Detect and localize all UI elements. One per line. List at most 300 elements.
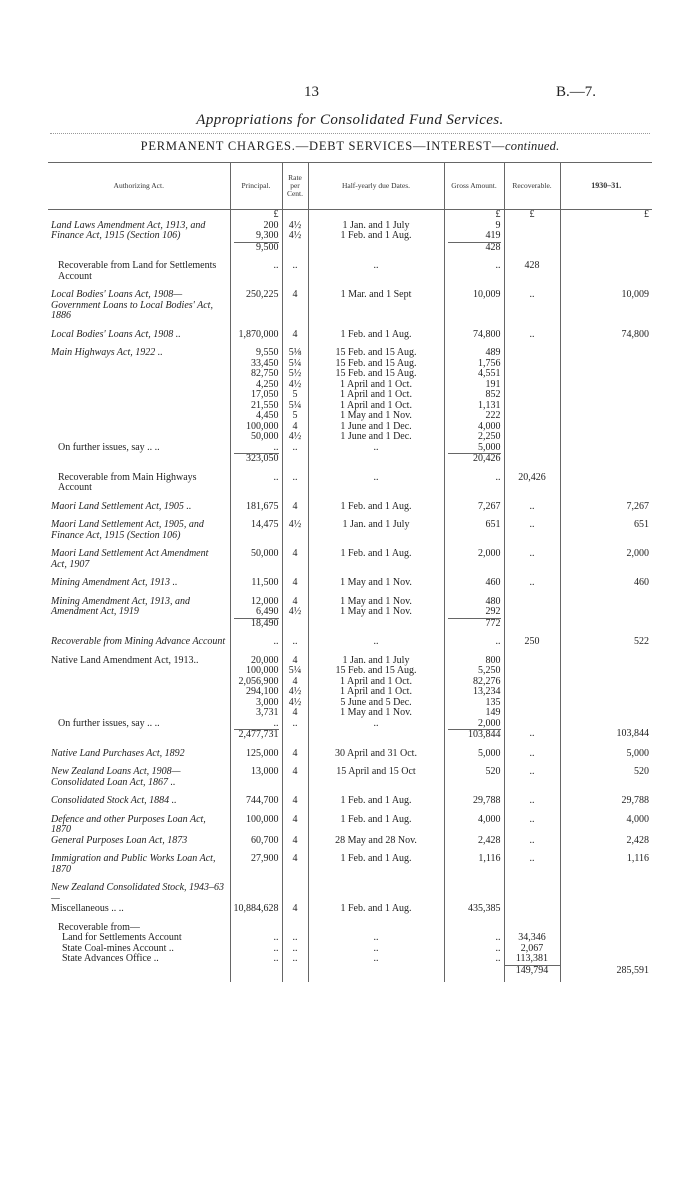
- cell-act: State Advances Office ..: [62, 953, 159, 964]
- cell-act: Recoverable from Main Highways Account: [58, 471, 197, 493]
- cell-rate-line: 5½: [288, 368, 302, 379]
- cell-gross: [444, 933, 504, 944]
- col-header-rate: Rate per Cent.: [282, 163, 308, 210]
- table-row: [48, 330, 652, 341]
- cell-gross-line: 480: [485, 595, 501, 607]
- currency-principal: £: [230, 210, 282, 221]
- cell-principal-line: ..: [273, 953, 279, 964]
- cell-recoverable: ..: [504, 815, 560, 836]
- cell-rate: [282, 854, 308, 875]
- cell-gross: [444, 618, 504, 630]
- cell-year: 29,788: [560, 796, 652, 807]
- cell-dates-line: 1 April and 1 Oct.: [340, 675, 412, 687]
- col-header-year: 1930–31.: [560, 163, 652, 210]
- cell-dates: [308, 656, 444, 719]
- cell-principal: [230, 597, 282, 618]
- cell-rate-line: 4: [292, 328, 298, 340]
- cell-dates: [308, 767, 444, 788]
- cell-principal: [230, 854, 282, 875]
- cell-gross: [444, 261, 504, 282]
- cell-act: Native Land Purchases Act, 1892: [51, 747, 185, 759]
- cell-year: 103,844: [560, 729, 652, 741]
- cell-principal: [230, 637, 282, 648]
- cell-dates-line: 1 April and 1 Oct.: [340, 378, 412, 390]
- cell-rate-line: 5: [292, 410, 298, 421]
- cell-dates-line: 1 June and 1 Dec.: [340, 431, 412, 442]
- cell-dates: [308, 883, 444, 904]
- cell-dates: [308, 729, 444, 741]
- cell-dates: [308, 290, 444, 322]
- cell-dates-line: 15 Feb. and 15 Aug.: [335, 347, 417, 358]
- col-header-act: Authorizing Act.: [48, 163, 230, 210]
- cell-gross-line: 149: [485, 707, 501, 718]
- table-row: [48, 502, 652, 513]
- cell-act: Local Bodies' Loans Act, 1908— Government Loans to Local Bodies' Act, 1886: [51, 289, 213, 321]
- cell-act: General Purposes Loan Act, 1873: [51, 834, 188, 846]
- cell-gross: [444, 656, 504, 719]
- cell-recoverable: 149,794: [504, 965, 560, 976]
- table-row: [48, 767, 652, 788]
- cell-gross: [444, 578, 504, 589]
- cell-recoverable: [504, 453, 560, 465]
- cell-rate-line: 4: [292, 675, 298, 687]
- cell-rate-line: 4: [292, 766, 298, 777]
- cell-principal: [230, 883, 282, 904]
- cell-year: [560, 443, 652, 454]
- cell-principal-line: 1,870,000: [238, 328, 279, 340]
- cell-gross-line: 292: [485, 606, 501, 617]
- cell-gross: [444, 473, 504, 494]
- cell-year: [560, 261, 652, 282]
- cell-principal-line: ..: [273, 441, 279, 453]
- cell-principal: [230, 729, 282, 741]
- cell-dates-line: 1 Feb. and 1 Aug.: [340, 903, 412, 914]
- cell-principal-line: 744,700: [246, 795, 279, 806]
- cell-year: [560, 904, 652, 915]
- cell-gross-line: 191: [485, 378, 501, 390]
- cell-dates-line: 1 Mar. and 1 Sept: [340, 289, 412, 300]
- cell-year: [560, 348, 652, 443]
- page-title: Appropriations for Consolidated Fund Services.: [196, 112, 504, 128]
- cell-rate: [282, 290, 308, 322]
- cell-act: Recoverable from Mining Advance Account: [51, 636, 226, 647]
- cell-act: Maori Land Settlement Act, 1905, and Finance Act, 1915 (Section 106): [51, 519, 204, 541]
- table-row: [48, 656, 652, 719]
- cell-gross-line: 9: [495, 219, 501, 231]
- cell-act: Land for Settlements Account: [62, 932, 182, 943]
- cell-year: [560, 954, 652, 965]
- cell-dates-line: 5 June and 5 Dec.: [340, 696, 412, 708]
- cell-gross: [444, 729, 504, 741]
- cell-gross: [444, 883, 504, 904]
- cell-dates: [308, 719, 444, 730]
- cell-act: [48, 242, 230, 254]
- cell-principal-line: 3,000: [256, 696, 279, 708]
- cell-recoverable: ..: [504, 796, 560, 807]
- table-row: [48, 904, 652, 915]
- cell-gross-subtotal: 103,844: [448, 729, 501, 741]
- table-row: [48, 933, 652, 944]
- cell-rate-line: 4: [292, 577, 298, 588]
- cell-principal-subtotal: 323,050: [234, 453, 279, 465]
- cell-act: Local Bodies' Loans Act, 1908 ..: [51, 328, 181, 340]
- cell-principal-line: 181,675: [246, 500, 279, 512]
- cell-recoverable: [504, 348, 560, 443]
- table-row: [48, 796, 652, 807]
- cell-rate-line: ..: [292, 636, 298, 647]
- cell-rate-line: 4: [292, 420, 298, 432]
- cell-principal-line: 100,000: [246, 665, 279, 676]
- cell-rate: [282, 348, 308, 443]
- cell-dates: [308, 242, 444, 254]
- cell-gross: [444, 767, 504, 788]
- cell-gross-line: ..: [495, 942, 501, 954]
- cell-gross: [444, 330, 504, 341]
- cell-gross: [444, 597, 504, 618]
- cell-gross: [444, 453, 504, 465]
- cell-gross-line: 222: [485, 410, 501, 421]
- cell-rate: [282, 443, 308, 454]
- cell-recoverable: ..: [504, 549, 560, 570]
- cell-dates: [308, 954, 444, 965]
- cell-gross-line: 1,756: [478, 357, 501, 369]
- cell-rate-line: 5⅛: [288, 347, 302, 358]
- cell-gross-subtotal: 20,426: [448, 453, 501, 465]
- cell-principal: [230, 330, 282, 341]
- cell-gross-line: 520: [485, 766, 501, 777]
- cell-gross: [444, 242, 504, 254]
- cell-dates: [308, 453, 444, 465]
- cell-rate-line: 4: [292, 500, 298, 512]
- cell-dates-line: ..: [373, 636, 379, 647]
- cell-dates-line: 1 April and 1 Oct.: [340, 399, 412, 411]
- cell-rate-line: 4½: [288, 219, 302, 231]
- cell-gross: [444, 520, 504, 541]
- cell-principal: [230, 618, 282, 630]
- cell-principal-line: ..: [273, 260, 279, 271]
- cell-dates-line: 28 May and 28 Nov.: [335, 834, 417, 846]
- cell-principal-line: 4,250: [256, 378, 279, 390]
- cell-principal: [230, 656, 282, 719]
- cell-recoverable: [504, 656, 560, 719]
- cell-principal-line: 4,450: [256, 410, 279, 421]
- cell-year: [560, 923, 652, 934]
- cell-dates: [308, 443, 444, 454]
- cell-gross-line: ..: [495, 471, 501, 483]
- cell-principal-line: 2,056,900: [238, 675, 279, 687]
- table-row: [48, 473, 652, 494]
- cell-principal: [230, 904, 282, 915]
- cell-principal: [230, 965, 282, 976]
- cell-principal: [230, 719, 282, 730]
- cell-rate-line: ..: [292, 717, 298, 729]
- cell-gross: [444, 719, 504, 730]
- col-header-dates: Half-yearly due Dates.: [308, 163, 444, 210]
- cell-principal: [230, 933, 282, 944]
- cell-year: [560, 453, 652, 465]
- cell-rate-line: 4½: [288, 431, 302, 442]
- cell-dates-line: 1 June and 1 Dec.: [340, 420, 412, 432]
- cell-gross-line: 651: [485, 519, 501, 530]
- subtitle-main: PERMANENT CHARGES.—DEBT SERVICES—INTEREST—: [140, 139, 506, 153]
- cell-principal: [230, 242, 282, 254]
- cell-gross: [444, 954, 504, 965]
- cell-act: On further issues, say .. ..: [58, 717, 160, 729]
- cell-recoverable: ..: [504, 578, 560, 589]
- table-row: [48, 348, 652, 443]
- cell-dates-line: 1 Feb. and 1 Aug.: [340, 795, 412, 806]
- cell-dates: [308, 618, 444, 630]
- cell-act: Native Land Amendment Act, 1913..: [51, 654, 199, 666]
- cell-principal: [230, 502, 282, 513]
- cell-rate-line: 4½: [288, 696, 302, 708]
- cell-year: 10,009: [560, 290, 652, 322]
- cell-rate: [282, 597, 308, 618]
- cell-recoverable: [504, 904, 560, 915]
- table-row: [48, 883, 652, 904]
- cell-principal: [230, 473, 282, 494]
- table-header-row: [48, 163, 652, 210]
- cell-recoverable: [504, 242, 560, 254]
- cell-recoverable: [504, 883, 560, 904]
- cell-principal-line: ..: [273, 942, 279, 954]
- cell-rate: [282, 549, 308, 570]
- cell-rate: [282, 904, 308, 915]
- cell-principal-line: 9,300: [256, 230, 279, 241]
- cell-dates: [308, 348, 444, 443]
- cell-rate-line: ..: [292, 260, 298, 271]
- table-row: [48, 221, 652, 242]
- cell-recoverable: ..: [504, 729, 560, 741]
- col-header-recoverable: Recoverable.: [504, 163, 560, 210]
- table-row: [48, 618, 652, 630]
- cell-dates: [308, 473, 444, 494]
- cell-rate-line: 4½: [288, 519, 302, 530]
- cell-rate: [282, 578, 308, 589]
- cell-principal-line: 9,550: [256, 347, 279, 358]
- cell-dates-line: 1 Jan. and 1 July: [342, 654, 410, 666]
- table-row: [48, 290, 652, 322]
- cell-principal-line: ..: [273, 717, 279, 729]
- cell-year: 460: [560, 578, 652, 589]
- cell-gross-subtotal: 772: [448, 618, 501, 630]
- cell-dates-line: ..: [373, 953, 379, 964]
- cell-principal-line: 100,000: [246, 813, 279, 825]
- cell-principal: [230, 796, 282, 807]
- cell-dates: [308, 221, 444, 242]
- cell-year: 285,591: [560, 965, 652, 976]
- cell-act: On further issues, say .. ..: [58, 441, 160, 453]
- cell-act: Miscellaneous .. ..: [51, 903, 124, 914]
- cell-rate-line: 5: [292, 389, 298, 400]
- cell-gross: [444, 221, 504, 242]
- cell-recoverable: 113,381: [504, 954, 560, 965]
- cell-dates-line: 15 Feb. and 15 Aug.: [335, 368, 417, 379]
- cell-rate-line: 4½: [288, 686, 302, 697]
- cell-dates-line: 1 May and 1 Nov.: [340, 410, 412, 421]
- cell-dates-line: 1 Feb. and 1 Aug.: [340, 328, 412, 340]
- cell-dates: [308, 815, 444, 836]
- cell-gross-line: 2,250: [478, 431, 501, 442]
- cell-recoverable: ..: [504, 502, 560, 513]
- cell-act: Mining Amendment Act, 1913 ..: [51, 577, 178, 588]
- cell-rate: [282, 637, 308, 648]
- cell-dates: [308, 502, 444, 513]
- cell-principal-line: 200: [263, 219, 279, 231]
- cell-dates: [308, 933, 444, 944]
- cell-rate: [282, 242, 308, 254]
- cell-recoverable: ..: [504, 330, 560, 341]
- cell-gross-line: 74,800: [473, 328, 501, 340]
- cell-rate: [282, 261, 308, 282]
- cell-act: [48, 453, 230, 465]
- cell-gross-line: 82,276: [473, 675, 501, 687]
- title-rule: [50, 133, 650, 134]
- cell-principal: [230, 290, 282, 322]
- cell-rate: [282, 796, 308, 807]
- cell-act: [48, 965, 230, 976]
- cell-year: [560, 656, 652, 719]
- cell-dates-line: 1 Feb. and 1 Aug.: [340, 500, 412, 512]
- cell-rate: [282, 330, 308, 341]
- cell-act: [48, 729, 230, 741]
- cell-principal-line: ..: [273, 932, 279, 943]
- cell-gross-line: 5,000: [478, 747, 501, 759]
- cell-dates-line: 1 Feb. and 1 Aug.: [340, 230, 412, 241]
- cell-recoverable: [504, 618, 560, 630]
- cell-year: 74,800: [560, 330, 652, 341]
- cell-principal: [230, 520, 282, 541]
- cell-gross-line: 800: [485, 654, 501, 666]
- table-row: [48, 242, 652, 254]
- cell-year: [560, 883, 652, 904]
- cell-rate: [282, 520, 308, 541]
- appropriations-table: [48, 162, 652, 982]
- cell-principal-line: 82,750: [251, 368, 279, 379]
- cell-dates-line: 1 Feb. and 1 Aug.: [340, 813, 412, 825]
- cell-year: 4,000: [560, 815, 652, 836]
- cell-rate-line: 5¼: [288, 665, 302, 676]
- cell-dates-line: ..: [373, 471, 379, 483]
- cell-dates: [308, 597, 444, 618]
- cell-gross-line: 5,000: [478, 441, 501, 453]
- cell-rate-line: 4: [292, 834, 298, 846]
- cell-rate-line: 4: [292, 853, 298, 864]
- cell-principal-subtotal: 9,500: [234, 242, 279, 254]
- cell-principal-line: 33,450: [251, 357, 279, 369]
- cell-year: [560, 221, 652, 242]
- cell-gross: [444, 944, 504, 955]
- table-row: [48, 261, 652, 282]
- cell-principal: [230, 749, 282, 760]
- table-row: [48, 637, 652, 648]
- cell-principal-line: 27,900: [251, 853, 279, 864]
- cell-dates-line: 1 Feb. and 1 Aug.: [340, 853, 412, 864]
- cell-rate-line: ..: [292, 953, 298, 964]
- cell-dates-line: 1 Jan. and 1 July: [342, 519, 410, 530]
- cell-year: [560, 473, 652, 494]
- table-end-spacer: [48, 976, 652, 982]
- cell-act: Mining Amendment Act, 1913, and Amendment Act, 1919: [51, 595, 191, 617]
- cell-rate: [282, 453, 308, 465]
- cell-gross-line: 2,000: [478, 548, 501, 559]
- cell-gross: [444, 904, 504, 915]
- cell-principal-line: 13,000: [251, 766, 279, 777]
- table-row: [48, 815, 652, 836]
- cell-rate: [282, 883, 308, 904]
- cell-act: Immigration and Public Works Loan Act, 1870: [51, 853, 216, 875]
- cell-year: 520: [560, 767, 652, 788]
- cell-rate: [282, 836, 308, 847]
- cell-gross-line: ..: [495, 636, 501, 647]
- cell-dates: [308, 637, 444, 648]
- cell-recoverable: ..: [504, 290, 560, 322]
- cell-principal: [230, 221, 282, 242]
- currency-recoverable: £: [504, 210, 560, 221]
- cell-recoverable: 428: [504, 261, 560, 282]
- cell-dates-line: 1 April and 1 Oct.: [340, 686, 412, 697]
- cell-rate: [282, 933, 308, 944]
- cell-gross-line: 435,385: [468, 903, 501, 914]
- cell-gross-line: 5,250: [478, 665, 501, 676]
- cell-gross-line: 4,000: [478, 420, 501, 432]
- currency-gross: £: [444, 210, 504, 221]
- cell-gross: [444, 637, 504, 648]
- cell-gross: [444, 348, 504, 443]
- cell-dates-line: 1 May and 1 Nov.: [340, 707, 412, 718]
- cell-gross-line: 4,000: [478, 813, 501, 825]
- cell-dates-line: 30 April and 31 Oct.: [335, 747, 417, 759]
- cell-act: Maori Land Settlement Act, 1905 ..: [51, 500, 192, 512]
- cell-principal-line: 60,700: [251, 834, 279, 846]
- cell-gross: [444, 854, 504, 875]
- cell-rate: [282, 618, 308, 630]
- table-row: [48, 729, 652, 741]
- cell-dates-line: 1 May and 1 Nov.: [340, 595, 412, 607]
- cell-recoverable: 34,346: [504, 933, 560, 944]
- cell-act: State Coal-mines Account ..: [62, 942, 174, 954]
- cell-rate-line: 4: [292, 289, 298, 300]
- cell-gross: [444, 749, 504, 760]
- cell-rate-line: ..: [292, 471, 298, 483]
- cell-year: 2,000: [560, 549, 652, 570]
- cell-dates-line: ..: [373, 260, 379, 271]
- cell-gross-line: ..: [495, 953, 501, 964]
- cell-principal: [230, 348, 282, 443]
- cell-dates: [308, 330, 444, 341]
- cell-recoverable: ..: [504, 520, 560, 541]
- table-row: [48, 453, 652, 465]
- cell-recoverable: [504, 221, 560, 242]
- cell-year: [560, 944, 652, 955]
- cell-principal: [230, 954, 282, 965]
- cell-rate-line: 4½: [288, 230, 302, 241]
- cell-dates-line: 15 April and 15 Oct: [336, 766, 416, 777]
- cell-act: Maori Land Settlement Act Amendment Act, 1907: [51, 548, 209, 570]
- cell-gross-line: 135: [485, 696, 501, 708]
- cell-gross: [444, 502, 504, 513]
- cell-dates-line: 1 April and 1 Oct.: [340, 389, 412, 400]
- cell-rate: [282, 749, 308, 760]
- cell-gross-line: 852: [485, 389, 501, 400]
- cell-rate-line: 4: [292, 903, 298, 914]
- cell-act: Consolidated Stock Act, 1884 ..: [51, 795, 177, 806]
- cell-rate-line: 4: [292, 795, 298, 806]
- cell-year: [560, 933, 652, 944]
- cell-gross-line: 460: [485, 577, 501, 588]
- cell-principal: [230, 836, 282, 847]
- cell-gross: [444, 796, 504, 807]
